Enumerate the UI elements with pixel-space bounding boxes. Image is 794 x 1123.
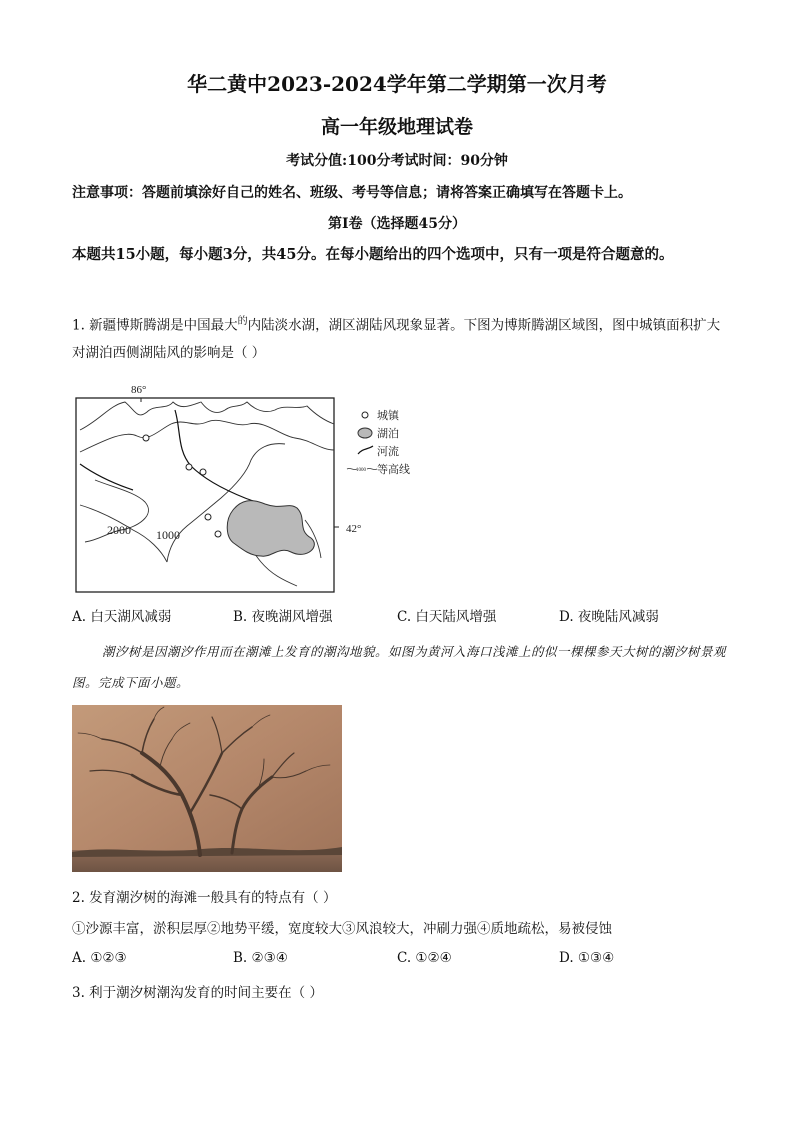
question-1-text-a: 1. 新疆博斯腾湖是中国最大: [72, 317, 238, 334]
legend-river: 河流: [377, 446, 399, 458]
river-icon: [358, 446, 373, 454]
question-2-options: [72, 950, 727, 974]
q2-option-c[interactable]: C. ①②④: [397, 950, 452, 966]
exam-info: 考试分值:100分考试时间：90分钟: [286, 153, 508, 169]
exam-notice: 注意事项：答题前填涂好自己的姓名、班级、考号等信息；请将答案正确填写在答题卡上。: [72, 185, 632, 201]
q1-option-a[interactable]: A. 白天湖风减弱: [72, 609, 172, 625]
town-icon: [362, 412, 368, 418]
question-2: 2. 发育潮汐树的海滩一般具有的特点有（ ）: [72, 890, 337, 906]
q2-option-d[interactable]: D. ①③④: [559, 950, 615, 966]
question-1: [72, 308, 727, 367]
question-1-text-b: 内陆淡水湖，湖区湖陆风现象显著。下图为博斯腾湖区域图，图中城镇面积扩大对湖泊西侧湖陆风的影响是（ ）: [72, 317, 721, 361]
tidal-tree-passage: 潮汐树是因潮汐作用而在潮滩上发育的潮沟地貌。如图为黄河入海口浅滩上的似一棵棵参天大树的潮汐树景观图。完成下面小题。: [72, 644, 727, 690]
q1-option-b[interactable]: B. 夜晚湖风增强: [233, 609, 333, 625]
contour-1000-label: 1000: [156, 528, 180, 542]
legend-contour: 等高线: [377, 464, 410, 476]
question-1-options: [72, 605, 727, 629]
legend-contour-sample: 1000: [356, 468, 366, 473]
q2-option-b[interactable]: B. ②③④: [233, 950, 288, 966]
latitude-label: 42°: [346, 523, 362, 535]
tidal-tree-photo: [72, 705, 342, 872]
exam-subtitle: 高一年级地理试卷: [320, 116, 473, 138]
question-3: 3. 利于潮汐树潮沟发育的时间主要在（ ）: [72, 985, 323, 1001]
section-title: 第Ⅰ卷（选择题45分）: [327, 216, 467, 232]
exam-title: 华二黄中2023-2024学年第二学期第一次月考: [187, 72, 607, 96]
q2-option-a[interactable]: A. ①②③: [72, 950, 127, 966]
longitude-label: 86°: [131, 384, 147, 396]
legend-town: 城镇: [377, 410, 399, 422]
q1-option-d[interactable]: D. 夜晚陆风减弱: [559, 609, 659, 625]
lake-icon: [358, 428, 372, 438]
q1-option-c[interactable]: C. 白天陆风增强: [397, 609, 497, 625]
question-2-statements: ①沙源丰富，淤积层厚②地势平缓，宽度较大③风浪较大，冲刷力强④质地疏松，易被侵蚀: [72, 921, 612, 937]
bosten-lake-map: [75, 380, 435, 595]
map-legend: [347, 408, 410, 476]
contour-2000-label: 2000: [107, 523, 131, 537]
legend-lake: 湖泊: [377, 428, 399, 440]
map-frame: [76, 398, 334, 592]
rivers: [80, 410, 287, 516]
contour-lines: [80, 402, 334, 586]
bosten-lake: [227, 501, 314, 557]
section-intro: 本题共15小题，每小题3分，共45分。在每小题给出的四个选项中，只有一项是符合题意的。: [72, 246, 674, 263]
question-1-sup: 的: [237, 316, 248, 327]
